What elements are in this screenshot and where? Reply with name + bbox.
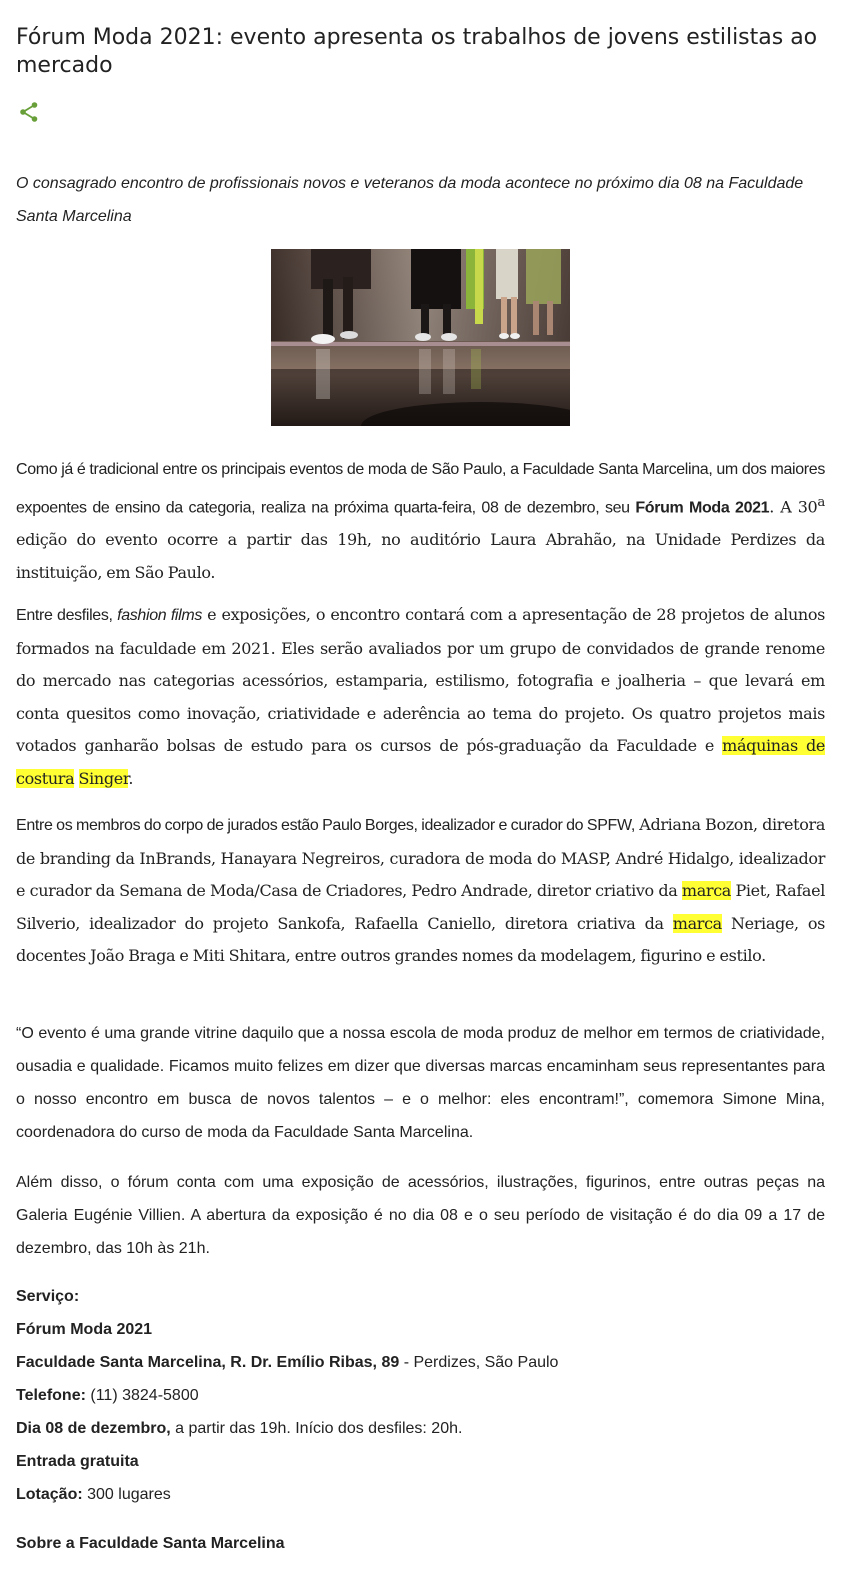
paragraph-2 — [16, 599, 825, 795]
service-phone-row — [16, 1379, 825, 1412]
p1-superscript: a — [817, 494, 825, 510]
paragraph-1 — [16, 453, 825, 589]
highlight-marca-2: marca — [672, 913, 722, 933]
service-entry: Entrada gratuita — [16, 1453, 139, 1470]
service-date-row — [16, 1412, 825, 1445]
service-info — [16, 1280, 825, 1511]
service-capacity-label: Lotação: — [16, 1486, 83, 1503]
p2-fashion-films: fashion films — [117, 607, 202, 624]
service-capacity-row — [16, 1478, 825, 1511]
runway-photo — [271, 249, 570, 426]
article-lead: O consagrado encontro de profissionais novos e veteranos da moda acontece no próximo dia 08 na Faculdade Santa Marcelina — [16, 175, 804, 225]
p1-text-a: Como já é tradicional entre os principais eventos de moda de São Paulo, a Faculdade Santa Marcelina, um dos maiores expoentes de ensino da categoria, realiza na próxima quarta-feira, 08 de dezembro, seu — [16, 461, 825, 516]
paragraph-5: Além disso, o fórum conta com uma exposição de acessórios, ilustrações, figurinos, entre outras peças na Galeria Eugénie Villien. A abertura da exposição é no dia 08 e o seu período de visitação é do dia 09 a 17 de dezembro, das 10h às 21h. — [16, 1174, 825, 1257]
service-venue-district: - Perdizes, São Paulo — [399, 1354, 559, 1371]
service-heading: Serviço: — [16, 1288, 80, 1305]
about-heading: Sobre a Faculdade Santa Marcelina — [16, 1535, 285, 1552]
service-event-row — [16, 1313, 825, 1346]
highlight-marca-1: marca — [681, 881, 732, 900]
service-date-details: a partir das 19h. Início dos desfiles: 20h. — [170, 1420, 463, 1437]
p2-text-c: . — [128, 768, 134, 788]
p1-text-c: edição do evento ocorre a partir das 19h, no auditório Laura Abrahão, na Unidade Perdizes da instituição, em São Paulo. — [16, 530, 825, 582]
service-phone-value: (11) 3824-5800 — [85, 1387, 199, 1404]
p3-text-d: Neriage, os docentes João Braga e Miti Shitara, entre outros grandes nomes da modelagem, figurino e estilo. — [16, 913, 825, 965]
paragraph-3 — [16, 809, 825, 973]
service-entry-row — [16, 1445, 825, 1478]
service-capacity-value: 300 lugares — [82, 1486, 171, 1503]
service-venue-row — [16, 1346, 825, 1379]
p3-text-c: Piet, Rafael Silverio, idealizador do projeto Sankofa, Rafaella Caniello, diretora criativa da — [16, 881, 825, 933]
service-event: Fórum Moda 2021 — [16, 1321, 153, 1338]
share-button[interactable] — [17, 100, 41, 124]
paragraph-4-quote: “O evento é uma grande vitrine daquilo que a nossa escola de moda produz de melhor em termos de criatividade, ousadia e qualidade. Ficamos muito felizes em dizer que diversas marcas encaminham seus representantes para o nosso encontro em busca de novos talentos – e o melhor: eles encontram!”, comemora Simone Mina, coordenadora do curso de moda da Faculdade Santa Marcelina. — [16, 1025, 825, 1141]
p3-text-a: Entre os membros do corpo de jurados estão Paulo Borges, idealizador e curador do SPFW, — [16, 817, 635, 834]
runway-photo-image — [271, 249, 570, 426]
p1-text-b: . A 30 — [769, 496, 818, 516]
service-phone-label: Telefone: — [16, 1387, 86, 1404]
service-heading-row — [16, 1280, 825, 1313]
p3-text-b: Adriana Bozon, diretora de branding da InBrands, Hanayara Negreiros, curadora de moda do MASP, André Hidalgo, idealizador e curador da Semana de Moda/Casa de Criadores, Pedro Andrade, diretor criativo da — [16, 815, 826, 900]
p2-text-a: Entre desfiles, — [16, 607, 118, 624]
share-icon — [17, 100, 41, 124]
page-title: Fórum Moda 2021: evento apresenta os trabalhos de jovens estilistas ao mercado — [16, 25, 818, 78]
service-date: Dia 08 de dezembro, — [16, 1420, 171, 1437]
highlight-sewing-machines: máquinas de costura — [16, 736, 825, 788]
highlight-singer: Singer — [78, 768, 129, 788]
about-section — [16, 1527, 825, 1560]
service-venue: Faculdade Santa Marcelina, R. Dr. Emílio Ribas, 89 — [16, 1354, 400, 1371]
p2-text-b: e exposições, o encontro contará com a apresentação de 28 projetos de alunos formados na faculdade em 2021. Eles serão avaliados por um grupo de convidados de grande renome do mercado nas categorias acessórios, estamparia, estilismo, fotografia e joalheria – que levará em conta quesitos como inovação, criatividade e aderência ao tema do projeto. Os quatro projetos mais votados ganharão bolsas de estudo para os cursos de pós-graduação da Faculdade e — [16, 605, 826, 755]
p1-event-name: Fórum Moda 2021 — [635, 498, 770, 516]
